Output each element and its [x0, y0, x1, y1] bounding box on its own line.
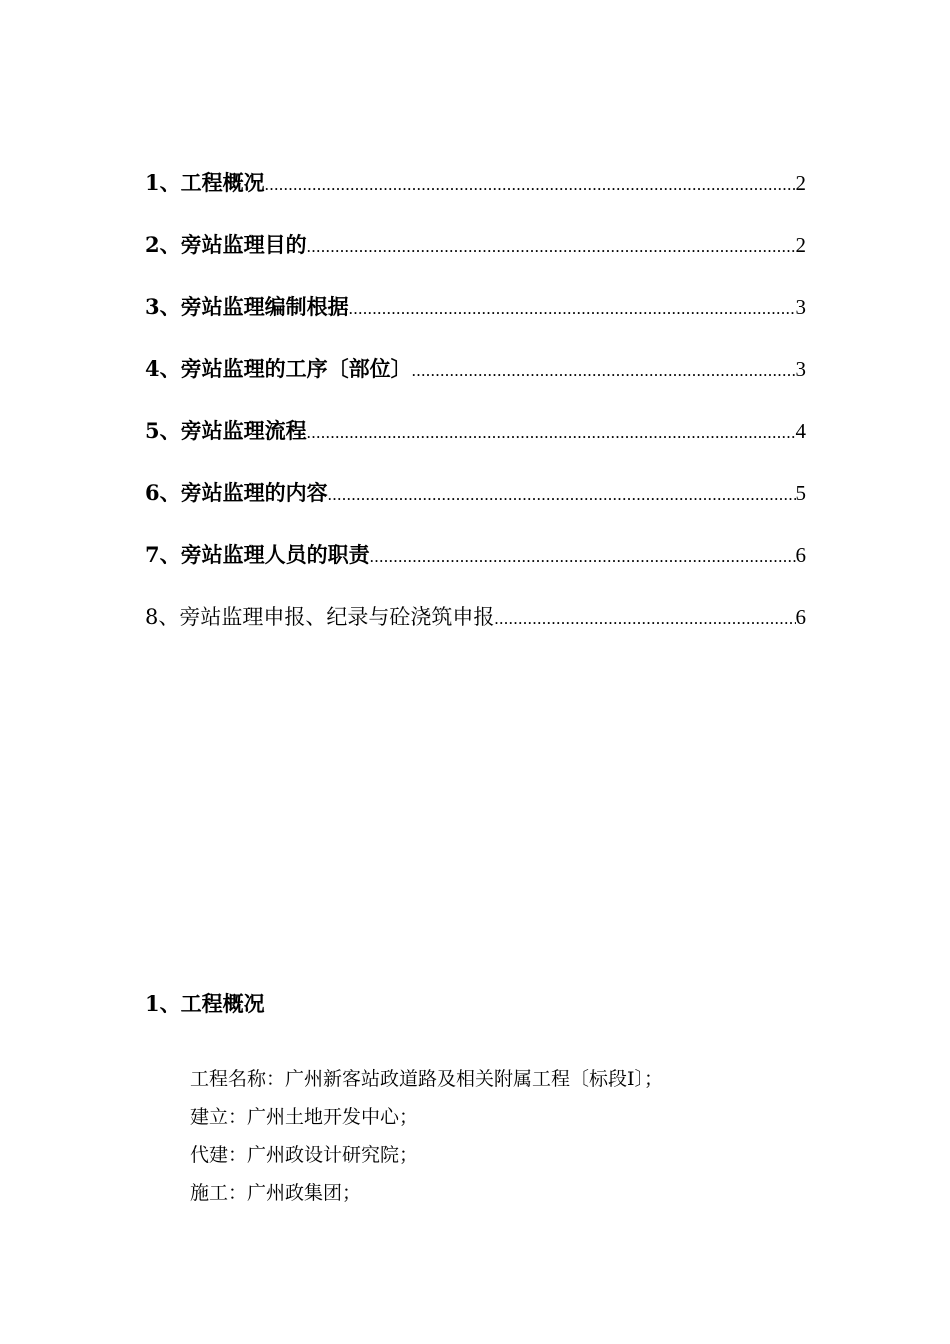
- contractor-line: 施工：广州政集团；: [190, 1182, 362, 1204]
- toc-page-number: 2: [795, 233, 806, 257]
- toc-entry-label: 2、旁站监理目的: [145, 232, 307, 257]
- toc-leader-dots: [349, 291, 796, 327]
- toc-entry[interactable]: [145, 413, 806, 475]
- project-info: [190, 1060, 663, 1212]
- section-heading: 1、工程概况: [145, 991, 265, 1016]
- toc-leader-dots: [265, 167, 796, 203]
- toc-page-number: 6: [795, 543, 806, 567]
- agent-builder-line: 代建：广州政设计研究院；: [190, 1144, 419, 1166]
- owner-line: 建立：广州土地开发中心；: [190, 1106, 419, 1128]
- table-of-contents: [145, 165, 806, 661]
- toc-page-number: 4: [795, 419, 806, 443]
- toc-page-number: 3: [795, 295, 806, 319]
- toc-entry[interactable]: [145, 599, 806, 661]
- toc-leader-dots: [307, 415, 796, 451]
- toc-page-number: 3: [795, 357, 806, 381]
- toc-page-number: 6: [795, 605, 806, 629]
- toc-entry[interactable]: [145, 537, 806, 599]
- toc-entry[interactable]: [145, 475, 806, 537]
- toc-entry-label: 5、旁站监理流程: [145, 418, 307, 443]
- toc-leader-dots: [494, 601, 795, 637]
- toc-entry-label: 4、旁站监理的工序〔部位〕: [145, 356, 412, 381]
- toc-page-number: 2: [795, 171, 806, 195]
- toc-entry[interactable]: [145, 227, 806, 289]
- toc-entry-label: 7、旁站监理人员的职责: [145, 542, 370, 567]
- toc-entry-label: 8、旁站监理申报、纪录与砼浇筑申报: [145, 605, 495, 629]
- toc-entry[interactable]: [145, 289, 806, 351]
- toc-entry-label: 6、旁站监理的内容: [145, 480, 328, 505]
- toc-entry[interactable]: [145, 351, 806, 413]
- toc-leader-dots: [370, 539, 796, 575]
- toc-entry-label: 3、旁站监理编制根据: [145, 294, 349, 319]
- toc-entry-label: 1、工程概况: [145, 170, 265, 195]
- toc-entry[interactable]: [145, 165, 806, 227]
- project-name-line: 工程名称：广州新客站政道路及相关附属工程〔标段Ⅰ〕；: [190, 1068, 664, 1090]
- toc-page-number: 5: [795, 481, 806, 505]
- toc-leader-dots: [412, 353, 796, 389]
- toc-leader-dots: [328, 477, 796, 513]
- toc-leader-dots: [307, 229, 796, 265]
